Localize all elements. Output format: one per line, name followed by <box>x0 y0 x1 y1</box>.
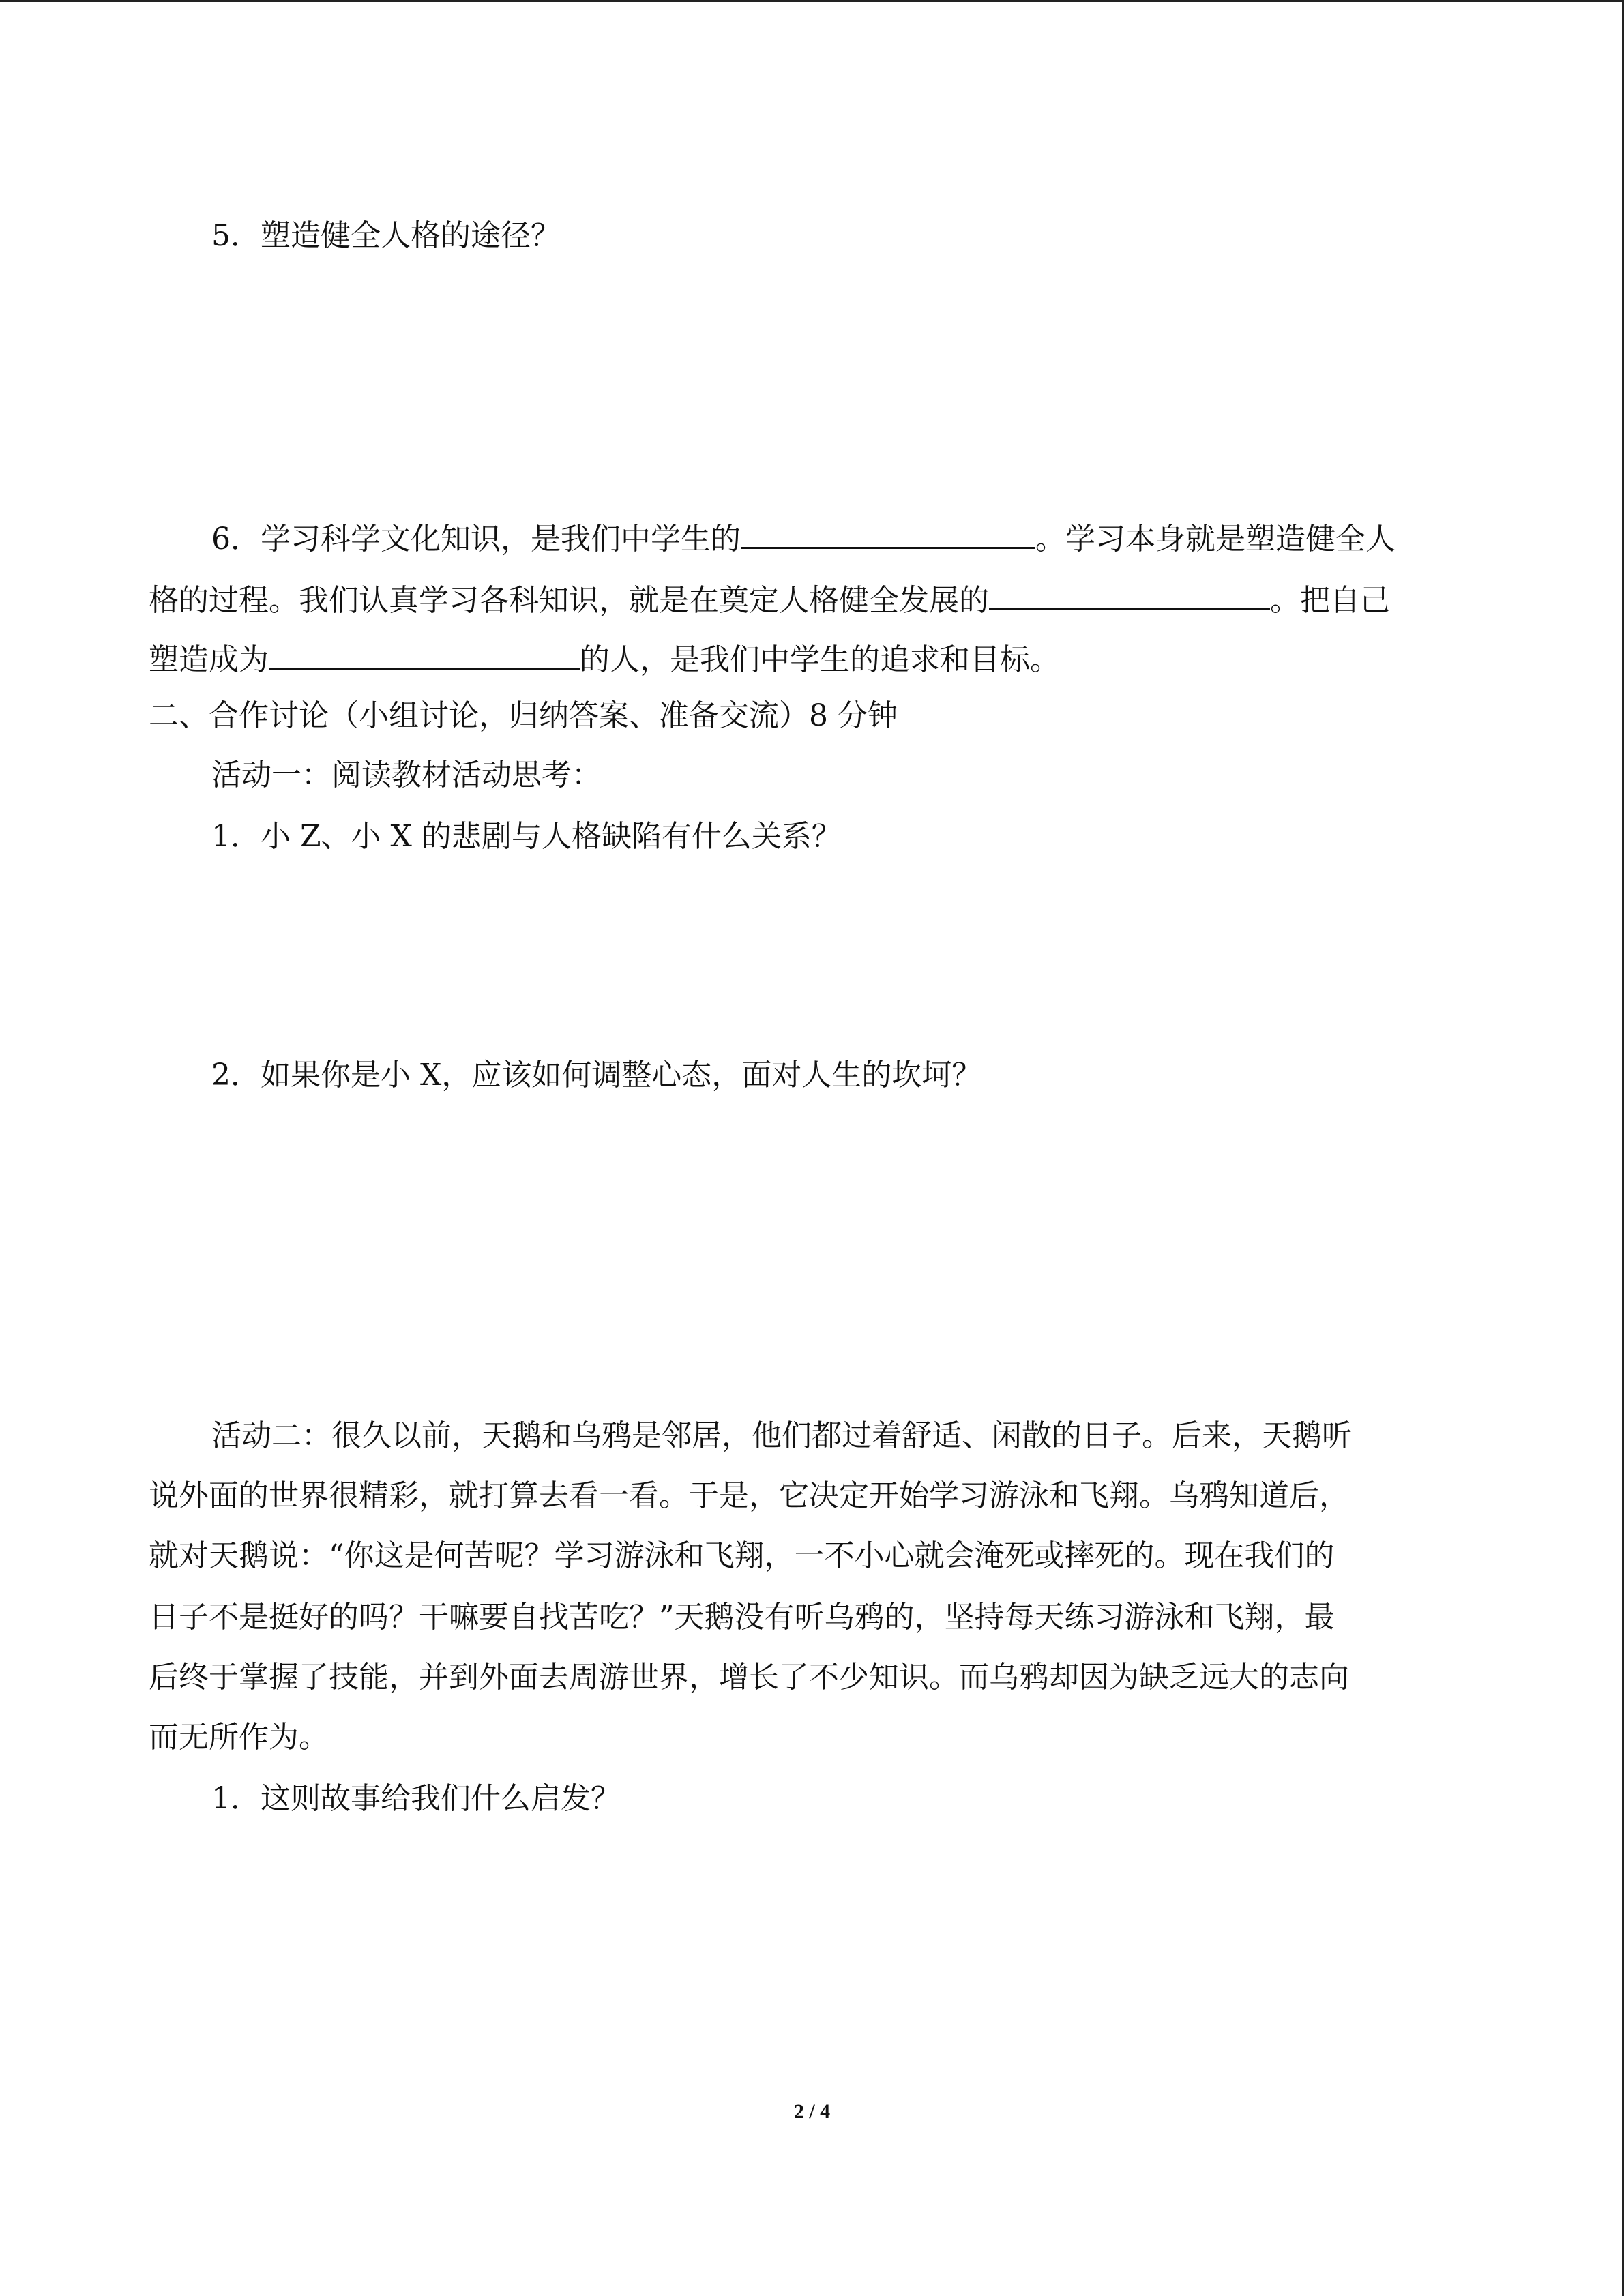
activity-2-line-1: 活动二：很久以前，天鹅和乌鸦是邻居，他们都过着舒适、闲散的日子。后来，天鹅听 <box>211 1418 1352 1453</box>
activity-1-question-2: 2．如果你是小 X，应该如何调整心态，面对人生的坎坷？ <box>211 1058 982 1092</box>
activity-2-line-3: 就对天鹅说：“你这是何苦呢？学习游泳和飞翔，一不小心就会淹死或摔死的。现在我们的 <box>149 1538 1335 1573</box>
page-number: 2 / 4 <box>793 2100 831 2123</box>
fill-blank-1[interactable] <box>741 516 1035 549</box>
question-6-text-f: 的人，是我们中学生的追求和目标。 <box>580 642 1060 677</box>
activity-2-line-6: 而无所作为。 <box>149 1720 329 1755</box>
activity-1-title: 活动一：阅读教材活动思考： <box>211 758 602 792</box>
question-5: 5．塑造健全人格的途径？ <box>211 218 561 253</box>
page-border-top <box>0 0 1624 2</box>
section-2-heading: 二、合作讨论（小组讨论，归纳答案、准备交流）8 分钟 <box>149 698 898 733</box>
question-6-text-b: 。学习本身就是塑造健全人 <box>1035 522 1396 556</box>
fill-blank-3[interactable] <box>269 636 580 670</box>
activity-1-question-1: 1．小 Z、小 X 的悲剧与人格缺陷有什么关系？ <box>211 819 842 854</box>
question-6-line-1 <box>211 516 1396 560</box>
activity-2-line-4: 日子不是挺好的吗？干嘛要自找苦吃？”天鹅没有听乌鸦的，坚持每天练习游泳和飞翔，最 <box>149 1600 1335 1635</box>
question-6-text-e: 塑造成为 <box>149 642 269 677</box>
activity-2-question-1: 1．这则故事给我们什么启发？ <box>211 1781 621 1816</box>
question-6-text-c: 格的过程。我们认真学习各科知识，就是在奠定人格健全发展的 <box>149 583 989 618</box>
fill-blank-2[interactable] <box>989 577 1270 610</box>
question-6-line-2 <box>149 577 1390 621</box>
question-6-line-3 <box>149 636 1060 681</box>
activity-2-line-2: 说外面的世界很精彩，就打算去看一看。于是，它决定开始学习游泳和飞翔。乌鸦知道后， <box>149 1478 1349 1513</box>
question-6-text-a: 6．学习科学文化知识，是我们中学生的 <box>211 522 741 556</box>
question-6-text-d: 。把自己 <box>1270 583 1390 618</box>
activity-2-line-5: 后终于掌握了技能，并到外面去周游世界，增长了不少知识。而乌鸦却因为缺乏远大的志向 <box>149 1660 1349 1695</box>
